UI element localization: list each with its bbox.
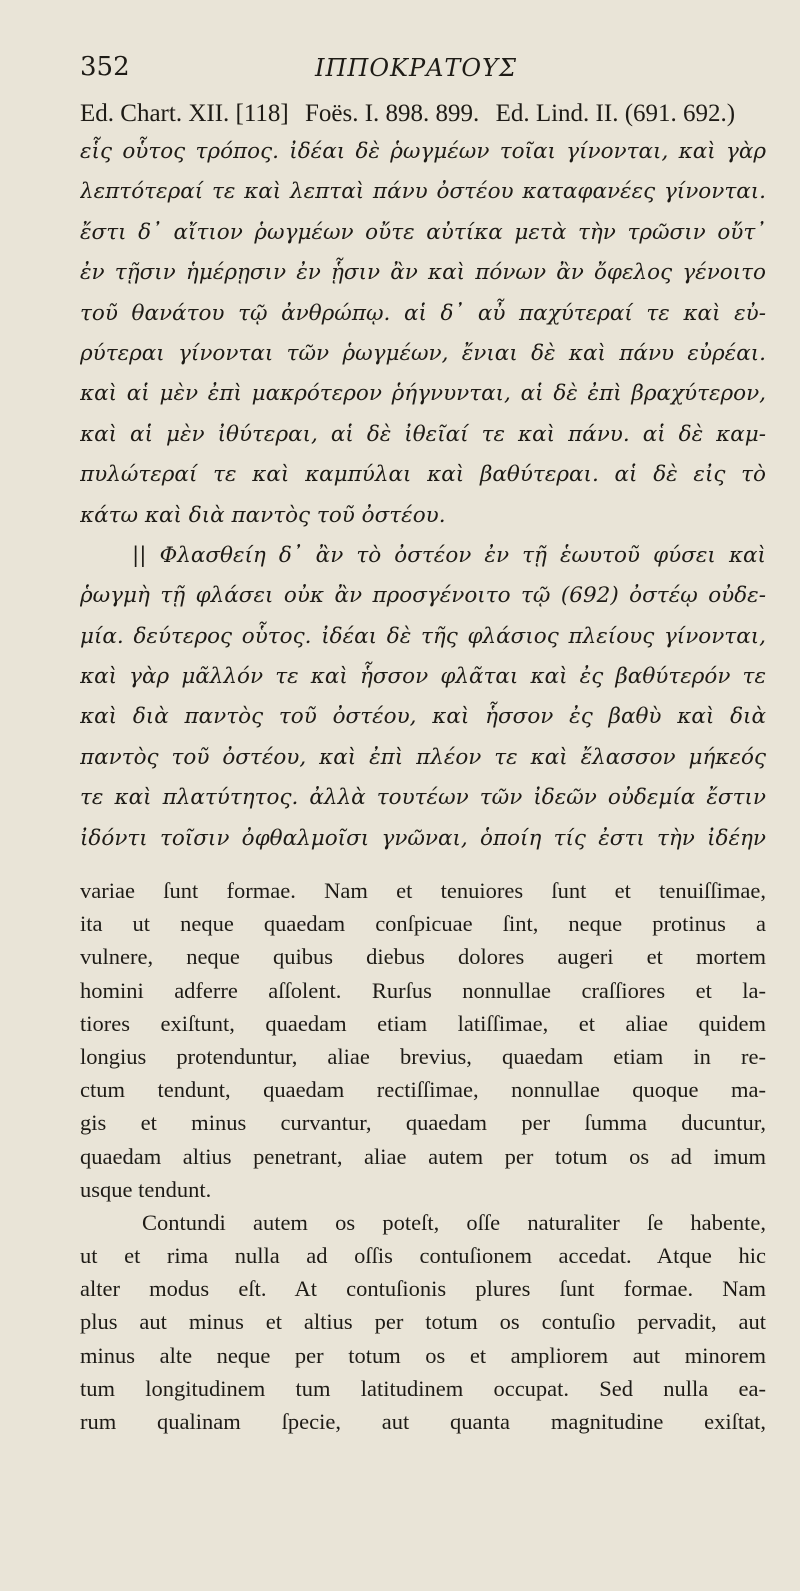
greek-line: || Φλασθείη δ᾽ ἂν τὸ ὀστέον ἐν τῇ ἑωυτοῦ φύσει καὶ: [132, 542, 766, 568]
latin-line: variae ſunt formae. Nam et tenuiores ſunt et tenuiſſimae,: [80, 878, 766, 903]
running-title: ΙΠΠΟΚΡΑΤΟΥΣ: [315, 54, 517, 82]
greek-line: τε καὶ πλατύτητος. ἀλλὰ τουτέων τῶν ἰδεῶν οὐδεμία ἔστιν: [80, 785, 766, 811]
greek-line: καὶ διὰ παντὸς τοῦ ὀστέου, καὶ ἧσσον ἐς βαθὺ καὶ διὰ: [80, 704, 766, 730]
latin-line: vulnere, neque quibus diebus dolores augeri et mortem: [80, 944, 766, 970]
greek-line: κάτω καὶ διὰ παντὸς τοῦ ὀστέου.: [80, 502, 446, 528]
latin-line: ctum tendunt, quaedam rectiſſimae, nonnullae quoque ma-: [80, 1077, 766, 1103]
latin-line: Contundi autem os poteſt, oſſe naturaliter ſe habente,: [142, 1209, 766, 1235]
greek-line: μία. δεύτερος οὗτος. ἰδέαι δὲ τῆς φλάσιος πλείους γίνονται,: [80, 623, 766, 649]
latin-line: ut et rima nulla ad oſſis contuſionem accedat. Atque hic: [80, 1243, 766, 1269]
greek-line: τοῦ θανάτου τῷ ἀνθρώπῳ. αἱ δ᾽ αὖ παχύτεραί τε καὶ εὐ-: [80, 300, 766, 326]
greek-text-block: [80, 132, 766, 859]
latin-line: longius protenduntur, aliae brevius, quaedam etiam in re-: [80, 1043, 766, 1069]
latin-line: homini adferre aſſolent. Rurſus nonnullae craſſiores et la-: [80, 977, 766, 1003]
greek-line: ῥωγμὴ τῇ φλάσει οὐκ ἂν προσγένοιτο τῷ (692) ὀστέῳ οὐδε-: [80, 583, 766, 609]
latin-line: usque tendunt.: [80, 1176, 212, 1202]
greek-line: πυλώτεραί τε καὶ καμπύλαι καὶ βαθύτεραι. αἱ δὲ εἰς τὸ: [80, 462, 766, 488]
page-header: [80, 52, 760, 92]
latin-line: tiores exiſtunt, quaedam etiam latiſſimae, et aliae quidem: [80, 1010, 766, 1036]
greek-line: καὶ γὰρ μᾶλλόν τε καὶ ἧσσον φλᾶται καὶ ἐς βαθύτερόν τε: [80, 664, 766, 690]
latin-line: tum longitudinem tum latitudinem occupat. Sed nulla ea-: [80, 1375, 766, 1401]
edition-references: [80, 100, 770, 128]
greek-line: ἐν τῇσιν ἡμέρῃσιν ἐν ᾗσιν ἂν καὶ πόνων ἂν ὄφελος γένοιτο: [80, 260, 766, 286]
latin-line: rum qualinam ſpecie, aut quanta magnitudine exiſtat,: [80, 1409, 766, 1434]
greek-line: καὶ αἱ μὲν ἐπὶ μακρότερον ῥήγνυνται, αἱ δὲ ἐπὶ βραχύτερον,: [80, 381, 766, 407]
latin-line: alter modus eſt. At contuſionis plures ſunt formae. Nam: [80, 1276, 766, 1302]
latin-line: ita ut neque quaedam conſpicuae ſint, neque protinus a: [80, 911, 766, 937]
greek-line: ἔστι δ᾽ αἴτιον ῥωγμέων οὔτε αὐτίκα μετὰ τὴν τρῶσιν οὔτ᾽: [80, 219, 766, 245]
foesius-reference: Foës. I. 898. 899.: [305, 100, 480, 127]
chartier-reference: Ed. Chart. XII. [118]: [80, 100, 289, 127]
page-number: 352: [80, 52, 130, 82]
linden-reference: Ed. Lind. II. (691. 692.): [495, 100, 736, 127]
greek-line: καὶ αἱ μὲν ἰθύτεραι, αἱ δὲ ἰθεῖαί τε καὶ πάνυ. αἱ δὲ καμ-: [80, 421, 766, 447]
greek-line: εἷς οὗτος τρόπος. ἰδέαι δὲ ῥωγμέων τοῖαι γίνονται, καὶ γὰρ: [80, 139, 766, 164]
greek-line: λεπτότεραί τε καὶ λεπταὶ πάνυ ὀστέου καταφανέες γίνονται.: [80, 179, 766, 205]
latin-line: quaedam altius penetrant, aliae autem per totum os ad imum: [80, 1143, 766, 1169]
greek-line: παντὸς τοῦ ὀστέου, καὶ ἐπὶ πλέον τε καὶ ἔλασσον μήκεός: [80, 744, 766, 770]
latin-text-block: [80, 874, 766, 1438]
greek-line: ἰδόντι τοῖσιν ὀφθαλμοῖσι γνῶναι, ὁποίη τίς ἐστι τὴν ἰδέην: [80, 825, 766, 851]
latin-line: gis et minus curvantur, quaedam per ſumma ducuntur,: [80, 1110, 766, 1136]
latin-line: minus alte neque per totum os et ampliorem aut minorem: [80, 1342, 766, 1368]
latin-line: plus aut minus et altius per totum os contuſio pervadit, aut: [80, 1309, 766, 1335]
greek-line: ρύτεραι γίνονται τῶν ῥωγμέων, ἔνιαι δὲ καὶ πάνυ εὐρέαι.: [80, 340, 766, 366]
